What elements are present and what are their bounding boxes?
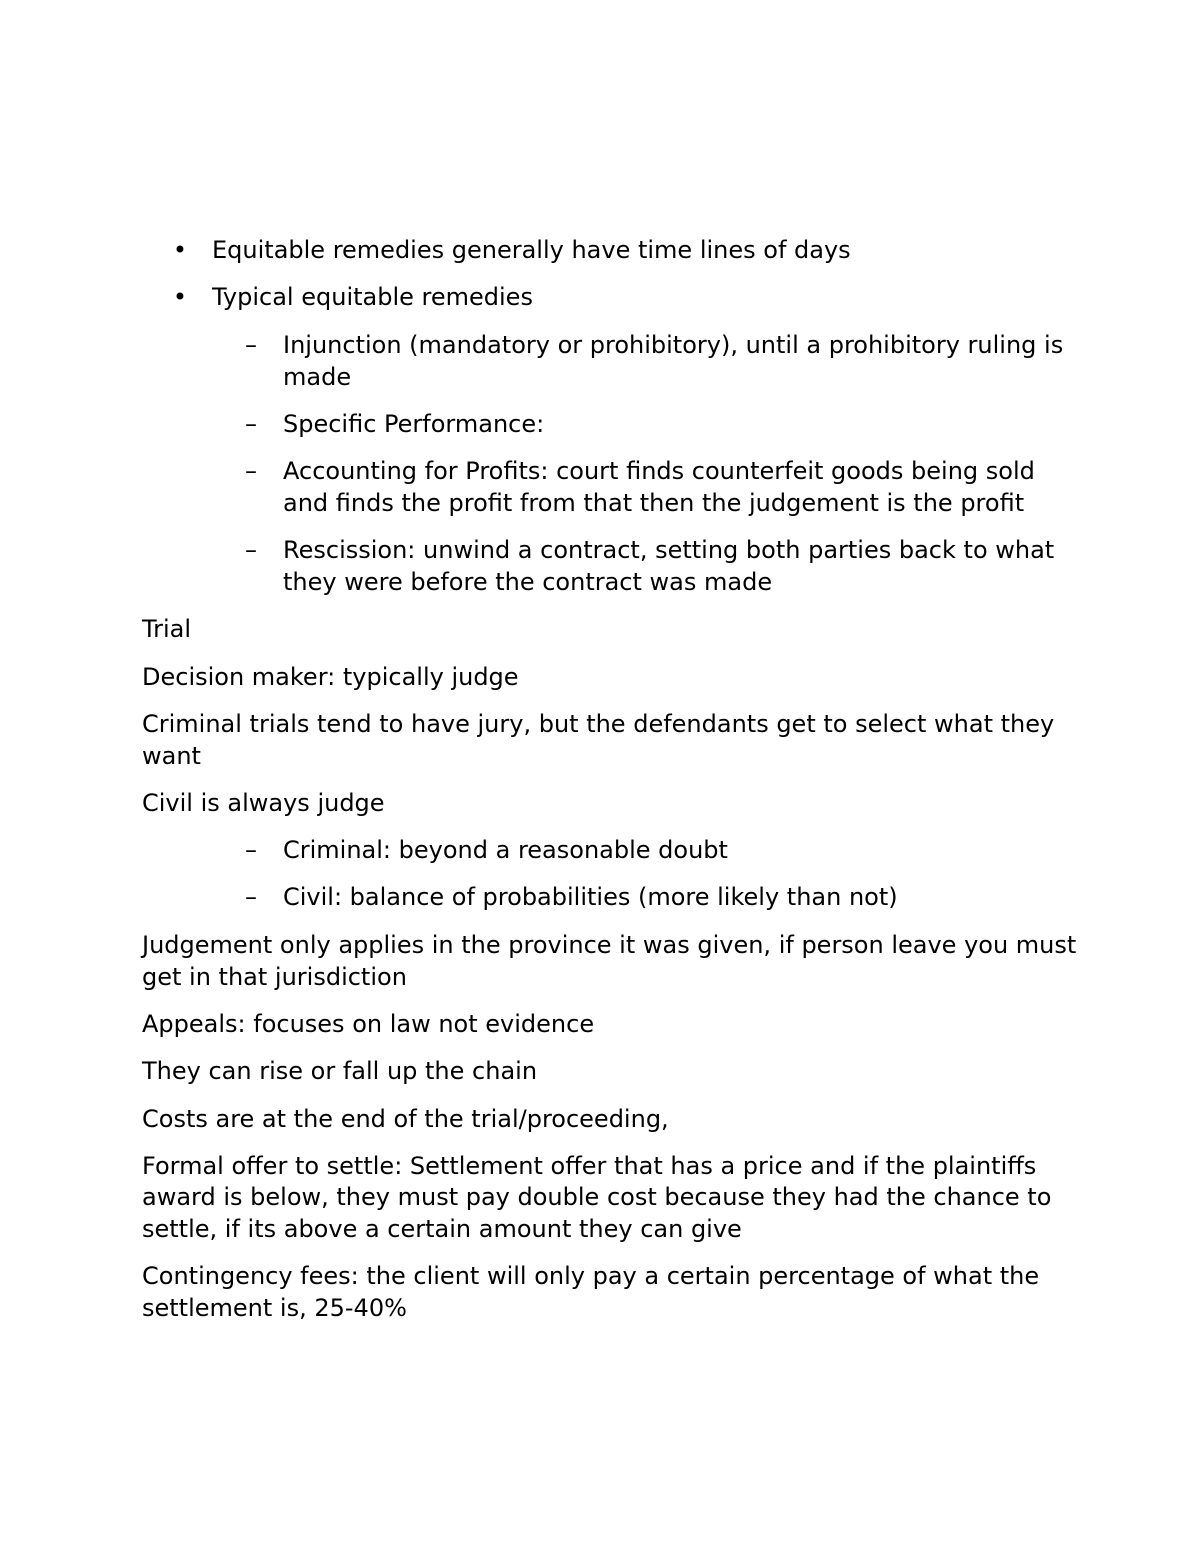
bullet-marker: • <box>172 283 188 311</box>
dash-marker: – <box>245 331 257 359</box>
paragraph-criminal-trials-line-2: want <box>142 742 201 770</box>
remedy-rescission-line-1: Rescission: unwind a contract, setting both parties back to what <box>283 536 1055 564</box>
dash-marker: – <box>245 410 257 438</box>
dash-marker: – <box>245 836 257 864</box>
dash-marker: – <box>245 536 257 564</box>
paragraph-formal-offer-line-3: settle, if its above a certain amount they can give <box>142 1215 742 1243</box>
paragraph-formal-offer-line-1: Formal offer to settle: Settlement offer that has a price and if the plaintiffs <box>142 1152 1037 1180</box>
remedy-accounting-line-2: and finds the profit from that then the judgement is the profit <box>283 489 1025 517</box>
bullet-marker: • <box>172 236 188 264</box>
paragraph-judgement-line-2: get in that jurisdiction <box>142 963 407 991</box>
bullet-item-typical-remedies: Typical equitable remedies <box>212 283 533 311</box>
paragraph-rise-or-fall: They can rise or fall up the chain <box>142 1057 538 1085</box>
dash-marker: – <box>245 883 257 911</box>
paragraph-judgement-line-1: Judgement only applies in the province it was given, if person leave you must <box>142 931 1077 959</box>
paragraph-decision-maker: Decision maker: typically judge <box>142 663 519 691</box>
standard-civil: Civil: balance of probabilities (more likely than not) <box>283 883 898 911</box>
paragraph-civil-judge: Civil is always judge <box>142 789 385 817</box>
remedy-injunction-line-1: Injunction (mandatory or prohibitory), until a prohibitory ruling is <box>283 331 1064 359</box>
paragraph-costs: Costs are at the end of the trial/proceeding, <box>142 1105 669 1133</box>
paragraph-contingency-line-1: Contingency fees: the client will only pay a certain percentage of what the <box>142 1262 1040 1290</box>
paragraph-criminal-trials-line-1: Criminal trials tend to have jury, but the defendants get to select what they <box>142 710 1055 738</box>
dash-marker: – <box>245 457 257 485</box>
remedy-injunction-line-2: made <box>283 363 352 391</box>
bullet-item-equitable-timelines: Equitable remedies generally have time lines of days <box>212 236 851 264</box>
standard-criminal: Criminal: beyond a reasonable doubt <box>283 836 728 864</box>
remedy-specific-performance: Specific Performance: <box>283 410 545 438</box>
paragraph-contingency-line-2: settlement is, 25-40% <box>142 1294 407 1322</box>
remedy-accounting-line-1: Accounting for Profits: court finds counterfeit goods being sold <box>283 457 1035 485</box>
paragraph-trial: Trial <box>142 615 192 643</box>
remedy-rescission-line-2: they were before the contract was made <box>283 568 773 596</box>
paragraph-formal-offer-line-2: award is below, they must pay double cost because they had the chance to <box>142 1183 1052 1211</box>
paragraph-appeals: Appeals: focuses on law not evidence <box>142 1010 595 1038</box>
